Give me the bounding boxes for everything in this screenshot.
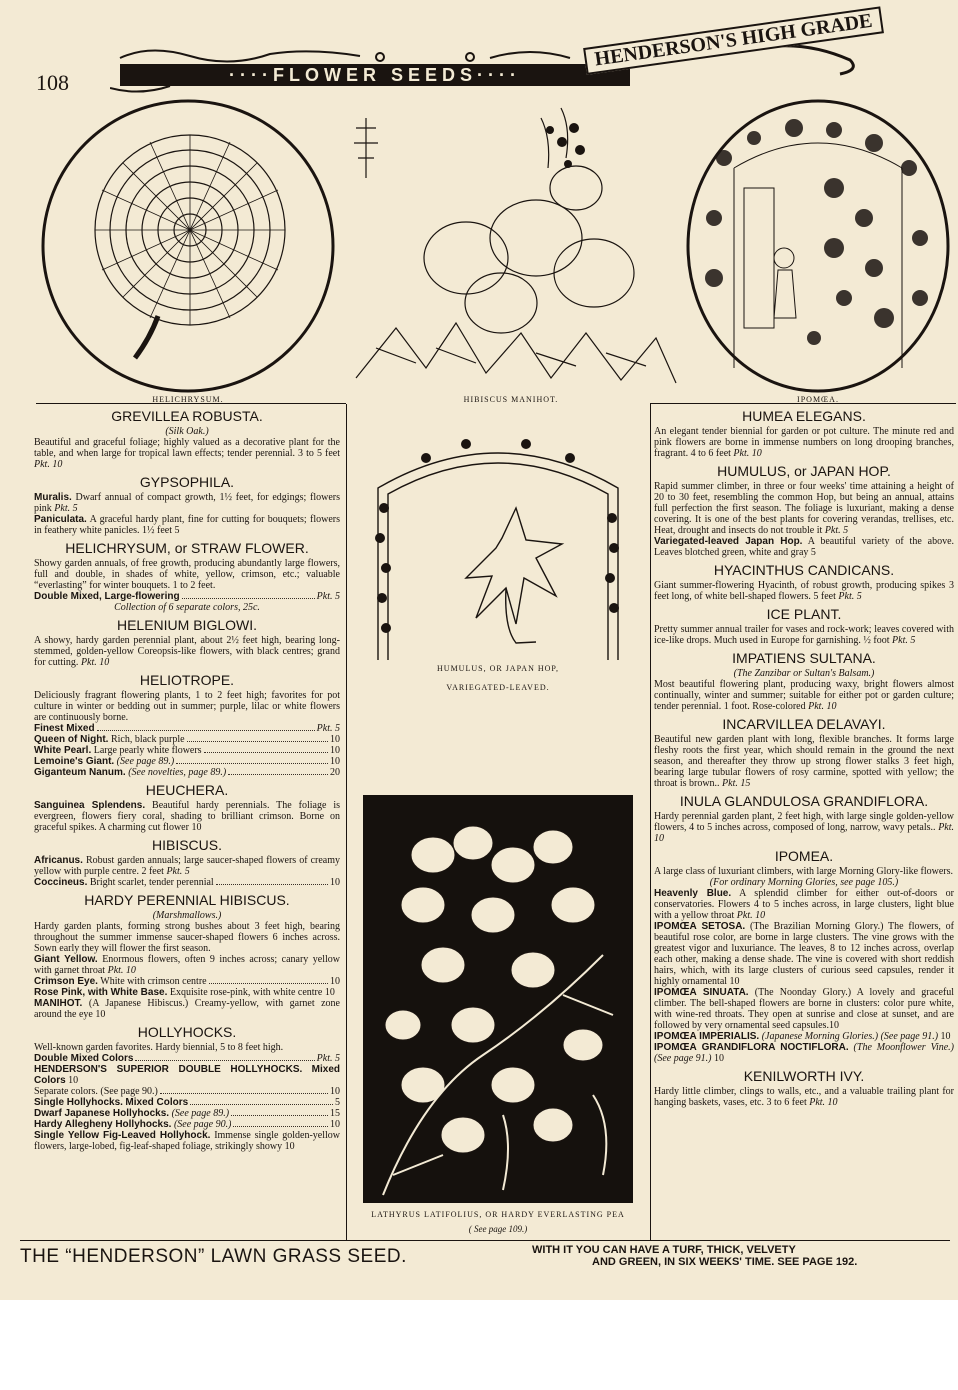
caption-humulus-2: VARIEGATED-LEAVED. — [446, 683, 550, 692]
heading-ice-plant: ICE PLANT. — [766, 606, 842, 622]
humulus-price: Pkt. 5 — [824, 525, 849, 536]
leader-dots — [187, 741, 328, 742]
crimson-price: 10 — [330, 976, 340, 987]
leader-dots — [190, 1104, 333, 1105]
leader-dots — [216, 884, 328, 885]
humulus-illustration — [366, 428, 630, 660]
heuchera-entry — [34, 800, 340, 833]
leader-dots — [231, 1115, 328, 1116]
imperialis-name: IPOMŒA IMPERIALIS. — [654, 1031, 760, 1042]
paniculata-desc: A graceful hardy plant, fine for cutting for bouquets; flowers in feathery white panicles. 1½ feet — [34, 514, 340, 536]
heading-grevillea: GREVILLEA ROBUSTA. — [111, 408, 263, 424]
heliotrope-item — [34, 734, 340, 745]
lathyrus-illustration — [363, 795, 633, 1203]
heliotrope-item-name: Finest Mixed — [34, 723, 95, 734]
setosa-price: 10 — [729, 976, 740, 987]
caption-ipomoea: IPOMŒA. — [797, 395, 839, 404]
gypsophila-paniculata — [34, 514, 340, 536]
footer-headline: THE “HENDERSON” LAWN GRASS SEED. — [20, 1246, 407, 1267]
leader-dots — [182, 598, 315, 599]
heading-impatiens: IMPATIENS SULTANA. — [732, 650, 876, 666]
heading-incarvillea: INCARVILLEA DELAVAYI. — [722, 716, 886, 732]
grevillea-desc: Beautiful and graceful foliage; highly valued as a decorative plant for the table, and when large for tropical lawn effects; tender perennial. 3 to 5 feet — [34, 437, 340, 459]
heliotrope-item — [34, 756, 340, 767]
sinuata-price: 10 — [828, 1020, 839, 1031]
setosa-name: IPOMŒA SETOSA. — [654, 921, 746, 932]
heliotrope-item-price: 20 — [330, 767, 340, 778]
ipomea-desc: A large class of luxuriant climbers, with large Morning Glory-like flowers. — [654, 866, 954, 877]
impatiens-entry — [654, 679, 954, 712]
heavenly-desc: A splendid climber for either out-of-doors or conservatories. Flowers 4 to 5 inches across, in large clusters, light blue with a yellow throat — [654, 888, 955, 921]
single-text — [34, 1097, 188, 1108]
dwarf-name: Dwarf Japanese Hollyhocks. — [34, 1108, 170, 1119]
hollyhocks-superior — [34, 1064, 340, 1086]
right-column — [654, 404, 954, 1108]
humea-entry — [654, 426, 954, 459]
coccineus-desc: Bright scarlet, tender perennial — [89, 877, 214, 888]
hardy-hibiscus-desc: Hardy garden plants, forming strong bushes about 3 feet high, bearing throughout the summer immense saucer-shaped flowers 6 inches across. Sown early they will flower the first season. — [34, 921, 340, 954]
leader-dots — [160, 1093, 328, 1094]
hollyhocks-double — [34, 1053, 340, 1064]
heading-kenilworth: KENILWORTH IVY. — [743, 1068, 865, 1084]
incarvillea-entry — [654, 734, 954, 789]
heading-helenium: HELENIUM BIGLOWI. — [116, 617, 258, 633]
ipomea-heavenly — [654, 888, 954, 921]
allegheny-price: 10 — [330, 1119, 340, 1130]
variegated-desc: A beautiful variety of the above. Leaves blotched green, white and gray — [654, 536, 955, 558]
hollyhocks-dwarf — [34, 1108, 340, 1119]
hibiscus-illustration — [336, 98, 686, 394]
grandiflora-desc: (The Moonflower Vine.) (See page 91.) — [654, 1042, 954, 1064]
ice-plant-entry — [654, 624, 954, 646]
heading-heuchera: HEUCHERA. — [145, 782, 229, 798]
grevillea-sub: (Silk Oak.) — [165, 426, 209, 437]
variegated-name: Variegated-leaved Japan Hop. — [654, 536, 803, 547]
heliotrope-item-name: White Pearl. — [34, 745, 92, 756]
setosa-desc: (The Brazilian Morning Glory.) The flowers, of beautiful rose color, are borne in large clusters. The vine grows with the greatest vigor and luxuriance. The leaves, 8 to 12 inches across, overlap each other, making a dense shade. The vine is covered with short reddish hairs, which, with its large clusters of curious seed capsules, render it highly ornamental — [654, 921, 954, 987]
hyacinthus-price: Pkt. 5 — [838, 591, 862, 602]
paniculata-price: 5 — [174, 525, 180, 536]
dwarf-desc: (See page 89.) — [171, 1108, 230, 1119]
heading-hyacinthus: HYACINTHUS CANDICANS. — [713, 562, 895, 578]
leader-dots — [204, 752, 328, 753]
manihot-desc: (A Japanese Hibiscus.) Creamy-yellow, with garnet zone around the eye — [34, 998, 341, 1020]
kenilworth-desc: Hardy little climber, clings to walls, etc., and a valuable trailing plant for hanging baskets, vases, etc. 3 to 6 feet — [654, 1086, 954, 1108]
brand-ribbon: HENDERSON'S HIGH GRADE — [583, 6, 884, 74]
muralis-name: Muralis. — [34, 492, 72, 503]
giant-desc: Enormous flowers, often 9 inches across; canary yellow with garnet throat — [34, 954, 340, 976]
leader-dots — [97, 730, 315, 731]
double-price: Pkt. 5 — [316, 1053, 340, 1064]
heading-inula: INULA GLANDULOSA GRANDIFLORA. — [679, 793, 929, 809]
fig-name: Single Yellow Fig-Leaved Hollyhock. — [34, 1130, 211, 1141]
heliotrope-item-desc: (See novelties, page 89.) — [128, 767, 227, 778]
humea-desc: An elegant tender biennial for garden or pot culture. The minute red and pink flowers are borne in immense numbers on long drooping branches, fragrant. 4 to 6 feet — [654, 426, 954, 459]
single-desc: Mixed Colors — [125, 1097, 189, 1108]
caption-hibiscus: HIBISCUS MANIHOT. — [463, 395, 559, 404]
sinuata-name: IPOMŒA SINUATA. — [654, 987, 749, 998]
heading-gypsophila: GYPSOPHILA. — [139, 474, 235, 490]
coccineus-price: 10 — [330, 877, 340, 888]
africanus-price: Pkt. 5 — [166, 866, 190, 877]
hardy-hibiscus-sub: (Marshmallows.) — [152, 910, 222, 921]
superior-desc: Mixed Colors — [34, 1064, 340, 1086]
hibiscus-coccineus — [34, 877, 340, 888]
heading-humulus: HUMULUS, or JAPAN HOP. — [717, 463, 891, 479]
gypsophila-muralis — [34, 492, 340, 514]
helichrysum-collection: Collection of 6 separate colors, 25c. — [114, 602, 260, 613]
rose-price: 10 — [324, 987, 335, 998]
hardy-hibiscus-rose — [34, 987, 340, 998]
inula-entry — [654, 811, 954, 844]
heading-hollyhocks: HOLLYHOCKS. — [137, 1024, 237, 1040]
leader-dots — [233, 1126, 328, 1127]
variegated-price: 5 — [810, 547, 816, 558]
caption-lathyrus: LATHYRUS LATIFOLIUS, OR HARDY EVERLASTING PEA — [371, 1210, 625, 1219]
footer-tagline-line1: WITH IT YOU CAN HAVE A TURF, THICK, VELVETY — [532, 1244, 796, 1256]
allegheny-name: Hardy Allegheny Hollyhocks. — [34, 1119, 172, 1130]
ipomea-ref: (For ordinary Morning Glories, see page 105.) — [709, 877, 899, 888]
helichrysum-item — [34, 591, 340, 602]
incarvillea-price: Pkt. 15 — [722, 778, 751, 789]
heuchera-desc: Beautiful hardy perennials. The foliage is evergreen, flowers fiery coral, shading to brilliant crimson. Borne on graceful spikes. A charming cut flower — [34, 800, 340, 833]
rose-desc: Exquisite rose-pink, with white centre — [169, 987, 323, 998]
double-name: Double Mixed Colors — [34, 1053, 134, 1064]
allegheny-desc: (See page 90.) — [173, 1119, 232, 1130]
manihot-price: 10 — [95, 1009, 106, 1020]
helenium-desc: A showy, hardy garden perennial plant, about 2½ feet high, bearing long-stemmed, golden-yellow Coreopsis-like flowers, with black centres; grand for cutting. — [34, 635, 340, 668]
leader-dots — [228, 774, 328, 775]
heliotrope-item-name: Giganteum Nanum. — [34, 767, 126, 778]
caption-humulus-1: HUMULUS, OR JAPAN HOP, — [437, 664, 559, 673]
heliotrope-item — [34, 767, 340, 778]
humea-price: Pkt. 10 — [733, 448, 762, 459]
ipomea-imperialis — [654, 1031, 954, 1042]
heliotrope-desc: Deliciously fragrant flowering plants, 1 to 2 feet high; favorites for pot culture in winter or bedding out in summer; purple, lilac or white flowers are continuously borne. — [34, 690, 340, 723]
superior-price: 10 — [68, 1075, 79, 1086]
heading-humea: HUMEA ELEGANS. — [742, 408, 866, 424]
heading-ipomea: IPOMEA. — [774, 848, 834, 864]
heading-helichrysum: HELICHRYSUM, or STRAW FLOWER. — [65, 540, 309, 556]
hollyhocks-desc: Well-known garden favorites. Hardy biennial, 5 to 8 feet high. — [34, 1042, 284, 1053]
giant-price: Pkt. 10 — [107, 965, 136, 976]
left-column — [34, 404, 340, 1152]
inula-desc: Hardy perennial garden plant, 2 feet high, with large single golden-yellow flowers, 4 to 5 inches across, composed of long, narrow, wavy petals.. — [654, 811, 954, 833]
heavenly-price: Pkt. 10 — [736, 910, 766, 921]
heading-heliotrope: HELIOTROPE. — [139, 672, 235, 688]
kenilworth-entry — [654, 1086, 954, 1108]
hibiscus-africanus — [34, 855, 340, 877]
separate-price: 10 — [330, 1086, 340, 1097]
heliotrope-item-name: Lemoine's Giant. — [34, 756, 115, 767]
helenium-price: Pkt. 10 — [80, 657, 110, 668]
heliotrope-item-text — [34, 745, 202, 756]
coccineus-name: Coccineus. — [34, 877, 88, 888]
helichrysum-desc: Showy garden annuals, of free growth, producing abundantly large flowers, full and double, in shades of white, yellow, crimson, etc.; valuable “everlasting” for winter bouquets. 1 to 2 feet. — [34, 558, 340, 591]
humulus-variegated — [654, 536, 954, 558]
muralis-desc: Dwarf annual of compact growth, 1½ feet, for edgings; flowers pink — [34, 492, 340, 514]
giant-name: Giant Yellow. — [34, 954, 98, 965]
heavenly-name: Heavenly Blue. — [654, 888, 732, 899]
africanus-desc: Robust garden annuals; large saucer-shaped flowers of creamy yellow with purple centre. 2 feet — [34, 855, 340, 877]
caption-helichrysum: HELICHRYSUM. — [152, 395, 224, 404]
leader-dots — [209, 983, 328, 984]
heliotrope-item-text — [34, 756, 174, 767]
heliotrope-item-name: Queen of Night. — [34, 734, 109, 745]
paniculata-name: Paniculata. — [34, 514, 87, 525]
helenium-entry — [34, 635, 340, 668]
impatiens-price: Pkt. 10 — [808, 701, 837, 712]
heliotrope-item-text — [34, 734, 185, 745]
helichrysum-illustration — [40, 98, 336, 394]
caption-lathyrus-ref: ( See page 109.) — [468, 1224, 528, 1234]
ice-plant-price: Pkt. 5 — [892, 635, 916, 646]
ipomea-setosa — [654, 921, 954, 987]
humulus-desc: Rapid summer climber, in three or four weeks' time attaining a height of 20 to 30 feet, resembling the common Hop, but being an annual, attains full perfection the first season. The foliage is luxuriant, making a dense covering. It is one of the best plants for covering verandas, trellises, etc. Heat, drought and insects do not trouble it — [654, 481, 954, 536]
muralis-price: Pkt. 5 — [54, 503, 78, 514]
hardy-hibiscus-crimson — [34, 976, 340, 987]
impatiens-desc: Most beautiful flowering plant, producing waxy, bright flowers almost continually, winter and summer; suitable for either pot or garden culture; tender perennial. 1 foot. Rose-colored — [654, 679, 954, 712]
heliotrope-item — [34, 723, 340, 734]
hollyhocks-single — [34, 1097, 340, 1108]
heading-hibiscus: HIBISCUS. — [151, 837, 222, 853]
fig-desc: Immense single golden-yellow flowers, large-lobed, fig-leaf-shaped foliage, strikingly showy — [34, 1130, 341, 1152]
crimson-desc: White with crimson centre — [100, 976, 207, 987]
ipomea-grandiflora — [654, 1042, 954, 1064]
impatiens-sub: (The Zanzibar or Sultan's Balsam.) — [733, 668, 875, 679]
single-price: 5 — [335, 1097, 340, 1108]
footer-tagline-line2: AND GREEN, IN SIX WEEKS' TIME. SEE PAGE 192. — [592, 1256, 858, 1268]
heliotrope-item-desc: Rich, black purple — [110, 734, 185, 745]
allegheny-text — [34, 1119, 231, 1130]
helichrysum-item-price: Pkt. 5 — [316, 591, 340, 602]
inula-price: Pkt. 10 — [654, 822, 955, 844]
dwarf-price: 15 — [330, 1108, 340, 1119]
helichrysum-item-name: Double Mixed, Large-flowering — [34, 591, 180, 602]
hyacinthus-desc: Giant summer-flowering Hyacinth, of robust growth, producing spikes 3 feet long, of white bell-shaped flowers. 5 feet — [654, 580, 954, 602]
superior-name: HENDERSON'S SUPERIOR DOUBLE HOLLYHOCKS. — [34, 1064, 303, 1075]
kenilworth-price: Pkt. 10 — [809, 1097, 838, 1108]
humulus-entry — [654, 481, 954, 536]
crimson-text — [34, 976, 207, 987]
dwarf-text — [34, 1108, 229, 1119]
heliotrope-item-price: Pkt. 5 — [316, 723, 340, 734]
crimson-name: Crimson Eye. — [34, 976, 98, 987]
hollyhocks-allegheny — [34, 1119, 340, 1130]
fig-price: 10 — [284, 1141, 295, 1152]
incarvillea-desc: Beautiful new garden plant with long, flexible branches. It forms large fleshy roots the first year, which should remain in the ground the next season, and thereafter they throw up strong flower stalks 3 feet high, bearing large tubular flowers of rosy carmine, spotted with yellow; the throat is brown.. — [654, 734, 954, 789]
grevillea-price: Pkt. 10 — [34, 459, 63, 470]
bottom-margin — [0, 1300, 958, 1390]
hyacinthus-entry — [654, 580, 954, 602]
hollyhocks-fig — [34, 1130, 340, 1152]
sinuata-desc: (The Noonday Glory.) A lovely and graceful climber. The bell-shaped flowers are borne in clusters: color pure white, with wine-red throats. They open at sunrise and close at sunset, and are followed by very ornamental seed capsules. — [654, 987, 954, 1031]
grevillea-entry — [34, 437, 340, 470]
page-number: 108 — [36, 70, 69, 95]
section-banner: ····FLOWER SEEDS···· — [120, 64, 630, 86]
leader-dots — [135, 1060, 314, 1061]
footer-tagline — [532, 1244, 857, 1268]
heliotrope-item-desc: (See page 89.) — [116, 756, 175, 767]
ice-plant-desc: Pretty summer annual trailer for vases and rock-work; leaves covered with ice-like drops. Much used in Europe for garnishing. ½ foot — [654, 624, 954, 646]
heuchera-price: 10 — [191, 822, 202, 833]
divider-right — [650, 404, 651, 1240]
ipomea-sinuata — [654, 987, 954, 1031]
heliotrope-item — [34, 745, 340, 756]
heuchera-name: Sanguinea Splendens. — [34, 800, 146, 811]
separate-desc: Separate colors. (See page 90.) — [34, 1086, 158, 1097]
heading-hardy-hibiscus: HARDY PERENNIAL HIBISCUS. — [84, 892, 290, 908]
grandiflora-price: 10 — [713, 1053, 724, 1064]
coccineus-text — [34, 877, 214, 888]
heliotrope-item-price: 10 — [330, 734, 340, 745]
leader-dots — [176, 763, 328, 764]
imperialis-desc: (Japanese Morning Glories.) (See page 91.) — [761, 1031, 939, 1042]
hardy-hibiscus-giant — [34, 954, 340, 976]
hollyhocks-separate — [34, 1086, 340, 1097]
heliotrope-item-price: 10 — [330, 756, 340, 767]
footer-advert — [20, 1244, 950, 1274]
imperialis-price: 10 — [940, 1031, 951, 1042]
manihot-name: MANIHOT. — [34, 998, 83, 1009]
heliotrope-item-text — [34, 767, 226, 778]
grandiflora-name: IPOMŒA GRANDIFLORA NOCTIFLORA. — [654, 1042, 849, 1053]
divider-left — [346, 404, 347, 1240]
footer-rule — [20, 1240, 950, 1241]
heliotrope-item-price: 10 — [330, 745, 340, 756]
single-name: Single Hollyhocks. — [34, 1097, 123, 1108]
rose-name: Rose Pink, with White Base. — [34, 987, 168, 998]
ipomoea-illustration — [684, 98, 952, 394]
africanus-name: Africanus. — [34, 855, 83, 866]
hardy-hibiscus-manihot — [34, 998, 340, 1020]
heliotrope-item-desc: Large pearly white flowers — [93, 745, 202, 756]
